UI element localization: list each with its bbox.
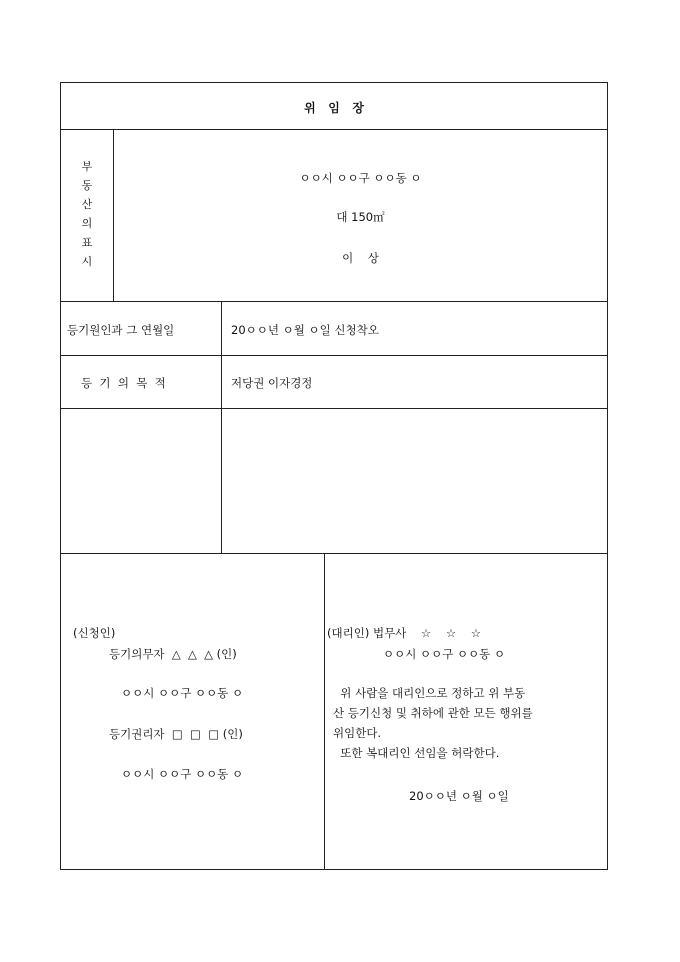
rule-signature-split [324, 553, 325, 870]
holder-address: ㅇㅇ시 ㅇㅇ구 ㅇㅇ동 ㅇ [121, 767, 244, 781]
agent-body-line: 또한 복대리인 선임을 허락한다. [333, 746, 500, 760]
agent-body-line: 산 등기신청 및 취하에 관한 모든 행위를 [333, 706, 533, 720]
obligor-address: ㅇㅇ시 ㅇㅇ구 ㅇㅇ동 ㅇ [121, 686, 244, 700]
property-label-char: 시 [81, 255, 93, 268]
document-title: 위 임 장 [304, 101, 364, 115]
property-label-char: 의 [81, 217, 93, 230]
property-label-char: 표 [81, 236, 93, 249]
agent-body-line: 위 사람을 대리인으로 정하고 위 부동 [333, 686, 526, 700]
obligor-line: 등기의무자 △ △ △ (인) [109, 647, 237, 661]
rule-under-cause [61, 355, 607, 356]
holder-line: 등기권리자 □ □ □ (인) [109, 727, 243, 741]
property-label-char: 동 [81, 179, 93, 192]
rule-under-blank [61, 553, 607, 554]
property-address: ㅇㅇ시 ㅇㅇ구 ㅇㅇ동 ㅇ [299, 171, 422, 185]
purpose-label: 등 기 의 목 적 [81, 376, 166, 390]
property-label [80, 157, 94, 271]
rule-under-title [61, 129, 607, 130]
power-of-attorney-form [60, 82, 608, 870]
agent-body-line: 위임한다. [333, 726, 382, 740]
agent-date: 20ㅇㅇ년 ㅇ월 ㅇ일 [409, 789, 509, 803]
rule-under-purpose [61, 408, 607, 409]
property-area: 대 150㎡ [336, 210, 385, 224]
rule-under-property [61, 301, 607, 302]
cause-label: 등기원인과 그 연월일 [67, 323, 175, 337]
agent-heading: (대리인) 법무사 ☆ ☆ ☆ [327, 626, 482, 640]
property-end-mark: 이 상 [342, 251, 379, 265]
applicant-heading: (신청인) [73, 626, 116, 640]
property-label-char: 산 [81, 198, 93, 211]
property-label-char: 부 [81, 160, 93, 173]
rule-label-column [221, 301, 222, 554]
purpose-value: 저당권 이자경정 [231, 376, 313, 390]
cause-value: 20ㅇㅇ년 ㅇ월 ㅇ일 신청착오 [231, 323, 379, 337]
agent-address: ㅇㅇ시 ㅇㅇ구 ㅇㅇ동 ㅇ [383, 647, 506, 661]
